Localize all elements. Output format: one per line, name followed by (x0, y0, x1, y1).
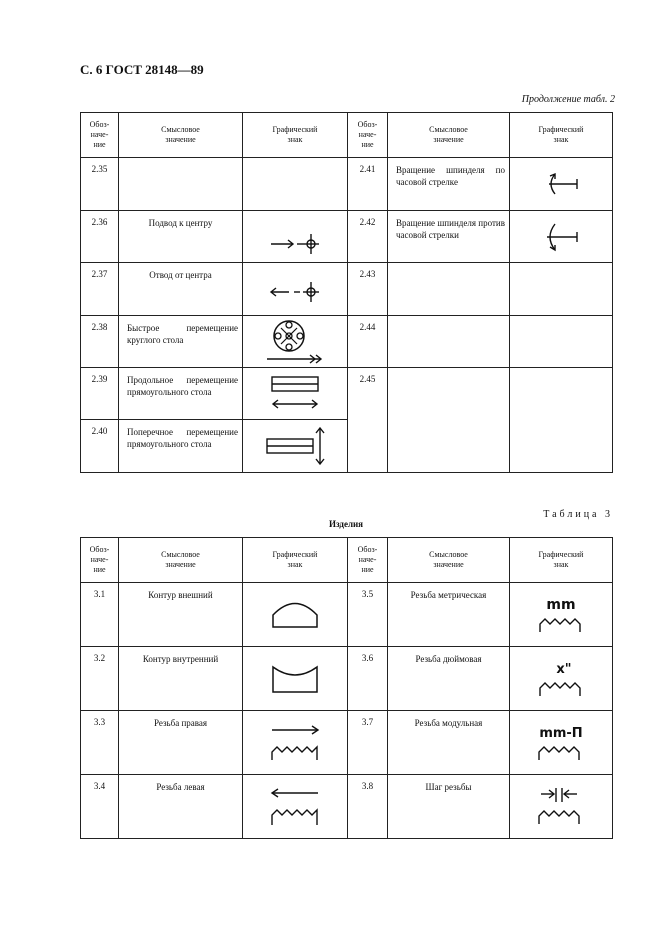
row-number: 2.42 (348, 211, 388, 263)
rapid-round-table-icon (265, 319, 325, 365)
row-sign (510, 583, 613, 647)
row-meaning: Шаг резьбы (388, 775, 510, 839)
row-number: 3.7 (348, 711, 388, 775)
thread-symbol-text: mm (546, 596, 576, 613)
retract-center-icon (267, 280, 323, 304)
row-sign (510, 775, 613, 839)
row-sign (243, 316, 348, 368)
row-meaning: Резьба правая (119, 711, 243, 775)
transverse-table-icon (264, 426, 326, 466)
continuation-note: Продолжение табл. 2 (521, 94, 615, 105)
page-header: С. 6 ГОСТ 28148—89 (80, 62, 204, 77)
table-row (81, 263, 613, 316)
longitudinal-table-icon (269, 374, 321, 414)
table-3 (80, 537, 613, 839)
col-meaning: Смысловое значение (119, 113, 243, 158)
row-sign (510, 158, 613, 211)
col-meaning: Смысловое значение (388, 538, 510, 583)
row-sign (510, 368, 613, 473)
row-meaning (388, 368, 510, 473)
table-header-row (81, 113, 613, 158)
row-meaning: Контур внутренний (119, 647, 243, 711)
row-number: 2.45 (348, 368, 388, 473)
row-number: 2.40 (81, 420, 119, 473)
table-row (81, 647, 613, 711)
col-meaning: Смысловое значение (388, 113, 510, 158)
col-designation: Обоз- наче- ние (81, 113, 119, 158)
table-row (81, 158, 613, 211)
row-number: 3.1 (81, 583, 119, 647)
row-sign (510, 316, 613, 368)
row-meaning (119, 158, 243, 211)
outer-contour-icon (270, 600, 320, 630)
row-meaning: Контур внешний (119, 583, 243, 647)
row-meaning: Поперечное перемещение прямоугольного стола (119, 420, 243, 473)
col-designation: Обоз- наче- ние (81, 538, 119, 583)
inner-contour-icon (270, 663, 320, 695)
table-row (81, 211, 613, 263)
row-meaning: Резьба метрическая (388, 583, 510, 647)
module-thread-icon (535, 722, 587, 764)
right-thread-icon (268, 722, 322, 764)
col-sign: Графический знак (243, 113, 348, 158)
metric-thread-icon (536, 594, 586, 636)
table-row (81, 583, 613, 647)
row-number: 3.4 (81, 775, 119, 839)
row-sign (243, 647, 348, 711)
thread-symbol-text: mm-П (539, 725, 583, 741)
col-designation: Обоз- наче- ние (348, 113, 388, 158)
row-sign (510, 711, 613, 775)
row-sign (243, 711, 348, 775)
table-header-row (81, 538, 613, 583)
row-sign (243, 158, 348, 211)
row-sign (243, 263, 348, 316)
row-sign (243, 583, 348, 647)
table-2 (80, 112, 613, 473)
row-number: 3.8 (348, 775, 388, 839)
row-meaning: Вращение шпинделя против часовой стрелки (388, 211, 510, 263)
row-number: 2.44 (348, 316, 388, 368)
row-sign (243, 420, 348, 473)
row-number: 2.35 (81, 158, 119, 211)
table-row (81, 711, 613, 775)
row-meaning: Подвод к центру (119, 211, 243, 263)
spindle-clockwise-icon (541, 169, 581, 199)
row-sign (243, 211, 348, 263)
row-sign (510, 263, 613, 316)
spindle-counterclockwise-icon (541, 220, 581, 254)
row-number: 2.36 (81, 211, 119, 263)
col-meaning: Смысловое значение (119, 538, 243, 583)
row-meaning (388, 316, 510, 368)
table-3-label: Таблица 3 (543, 509, 613, 520)
col-designation: Обоз- наче- ние (348, 538, 388, 583)
table-row (81, 316, 613, 368)
table-3-title: Изделия (328, 519, 364, 529)
row-meaning: Отвод от центра (119, 263, 243, 316)
row-number: 3.3 (81, 711, 119, 775)
inch-thread-icon (536, 658, 586, 700)
approach-center-icon (267, 232, 323, 256)
table-row (81, 368, 613, 420)
row-number: 2.39 (81, 368, 119, 420)
row-number: 2.43 (348, 263, 388, 316)
row-sign (243, 775, 348, 839)
col-sign: Графический знак (510, 113, 613, 158)
row-meaning: Резьба дюймовая (388, 647, 510, 711)
row-meaning: Быстрое перемещение круглого стола (119, 316, 243, 368)
row-sign (510, 211, 613, 263)
row-number: 2.38 (81, 316, 119, 368)
row-meaning (388, 263, 510, 316)
row-number: 2.41 (348, 158, 388, 211)
row-meaning: Продольное перемещение прямоугольного стола (119, 368, 243, 420)
row-sign (243, 368, 348, 420)
col-sign: Графический знак (510, 538, 613, 583)
thread-symbol-text: x" (556, 661, 572, 677)
row-meaning: Резьба левая (119, 775, 243, 839)
table-row (81, 775, 613, 839)
col-sign: Графический знак (243, 538, 348, 583)
row-meaning: Вращение шпинделя по часовой стрелке (388, 158, 510, 211)
row-number: 3.5 (348, 583, 388, 647)
row-number: 3.6 (348, 647, 388, 711)
left-thread-icon (268, 785, 322, 829)
row-number: 2.37 (81, 263, 119, 316)
thread-pitch-icon (535, 786, 587, 828)
row-number: 3.2 (81, 647, 119, 711)
row-sign (510, 647, 613, 711)
row-meaning: Резьба модульная (388, 711, 510, 775)
